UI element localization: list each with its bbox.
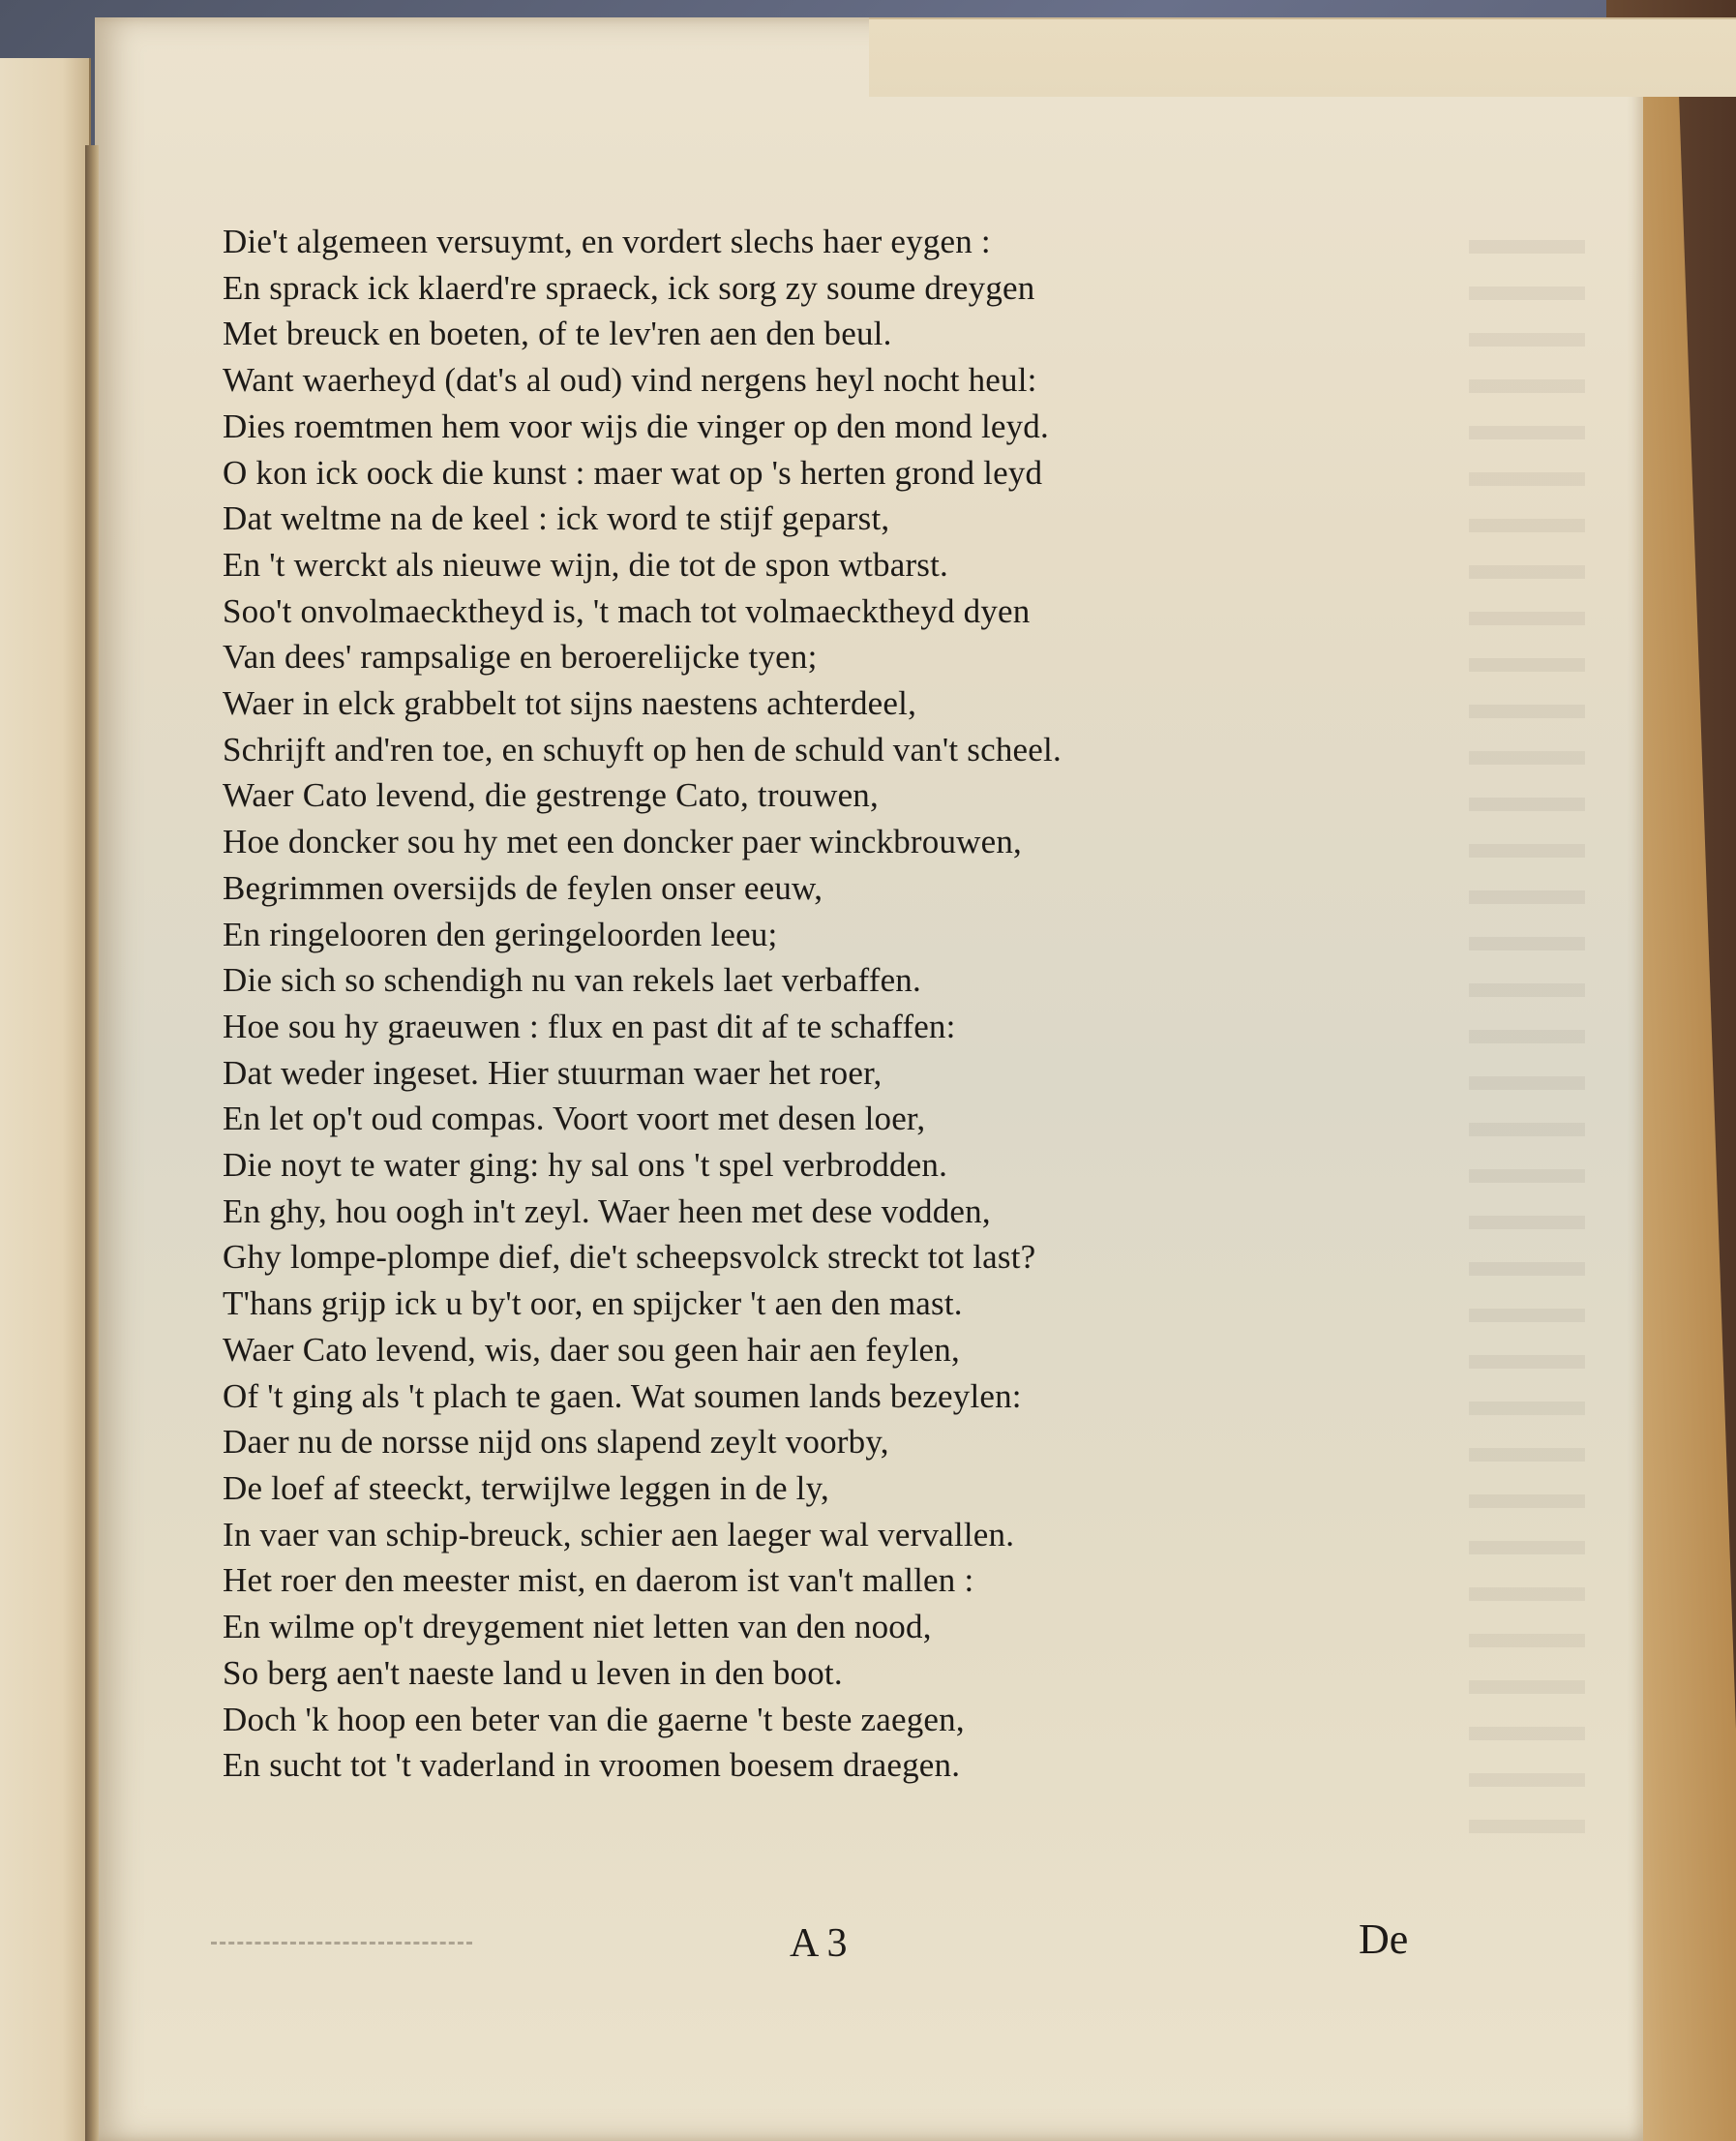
verse-line: Het roer den meester mist, en daerom ist van't mallen : <box>223 1561 974 1600</box>
verse-line: En wilme op't dreygement niet letten van den nood, <box>223 1608 932 1646</box>
verse-line: Dat weder ingeset. Hier stuurman waer het roer, <box>223 1053 883 1092</box>
verse-line: Dat weltme na de keel : ick word te stijf geparst, <box>223 499 890 538</box>
verse-line: Die't algemeen versuymt, en vordert slechs haer eygen : <box>223 223 991 260</box>
verse-line: Want waerheyd (dat's al oud) vind nergens heyl nocht heul: <box>223 361 1037 400</box>
signature-mark: A 3 <box>790 1921 848 1966</box>
verse-line: En 't werckt als nieuwe wijn, die tot de spon wtbarst. <box>223 545 949 584</box>
verse-line: Die noyt te water ging: hy sal ons 't spel verbrodden. <box>223 1146 948 1185</box>
verse-line: Waer in elck grabbelt tot sijns naestens achterdeel, <box>223 684 917 723</box>
verse-line: Van dees' rampsalige en beroerelijcke tyen; <box>223 638 818 677</box>
book-page <box>95 17 1643 2141</box>
book-gutter <box>85 145 99 2141</box>
verse-line: De loef af steeckt, terwijlwe leggen in de ly, <box>223 1468 829 1507</box>
verse-line: Soo't onvolmaecktheyd is, 't mach tot volmaecktheyd dyen <box>223 591 1031 630</box>
verse-line: Waer Cato levend, wis, daer sou geen hair aen feylen, <box>223 1330 960 1369</box>
verse-line: Dies roemtmen hem voor wijs die vinger op den mond leyd. <box>223 407 1049 445</box>
verse-line: Daer nu de norsse nijd ons slapend zeylt voorby, <box>223 1423 889 1462</box>
verse-line: Schrijft and'ren toe, en schuyft op hen de schuld van't scheel. <box>223 730 1062 769</box>
catchword: De <box>1359 1915 1409 1963</box>
verse-line: En sucht tot 't vaderland in vroomen boesem draegen. <box>223 1746 961 1785</box>
verse-line: Doch 'k hoop een beter van die gaerne 't beste zaegen, <box>223 1700 965 1738</box>
verse-line: En ghy, hou oogh in't zeyl. Waer heen met dese vodden, <box>223 1191 991 1230</box>
verse-line: En let op't oud compas. Voort voort met desen loer, <box>223 1100 926 1138</box>
verse-line: Ghy lompe-plompe dief, die't scheepsvolck streckt tot last? <box>223 1238 1036 1277</box>
verse-line: En sprack ick klaerd're spraeck, ick sorg zy soume dreygen <box>223 268 1035 307</box>
page-torn-top <box>869 17 1736 97</box>
poem-text <box>223 219 1510 1789</box>
verse-line: En ringelooren den geringeloorden leeu; <box>223 915 778 953</box>
verse-line: Of 't ging als 't plach te gaen. Wat soumen lands bezeylen: <box>223 1376 1022 1415</box>
verse-line: Waer Cato levend, die gestrenge Cato, trouwen, <box>223 776 879 815</box>
facing-page-edge <box>0 58 91 2141</box>
faint-rule <box>211 1942 472 1945</box>
verse-line: Met breuck en boeten, of te lev'ren aen den beul. <box>223 315 892 353</box>
verse-line: O kon ick oock die kunst : maer wat op 's herten grond leyd <box>223 453 1043 492</box>
verse-line: Hoe doncker sou hy met een doncker paer winckbrouwen, <box>223 823 1023 861</box>
verse-line: So berg aen't naeste land u leven in den boot. <box>223 1653 843 1692</box>
verse-line: In vaer van schip-breuck, schier aen laeger wal vervallen. <box>223 1515 1015 1553</box>
verse-line: Hoe sou hy graeuwen : flux en past dit af te schaffen: <box>223 1007 956 1045</box>
verse-line: T'hans grijp ick u by't oor, en spijcker 't aen den mast. <box>223 1284 963 1323</box>
verse-line: Die sich so schendigh nu van rekels laet verbaffen. <box>223 961 921 1000</box>
verse-line: Begrimmen oversijds de feylen onser eeuw, <box>223 868 823 907</box>
